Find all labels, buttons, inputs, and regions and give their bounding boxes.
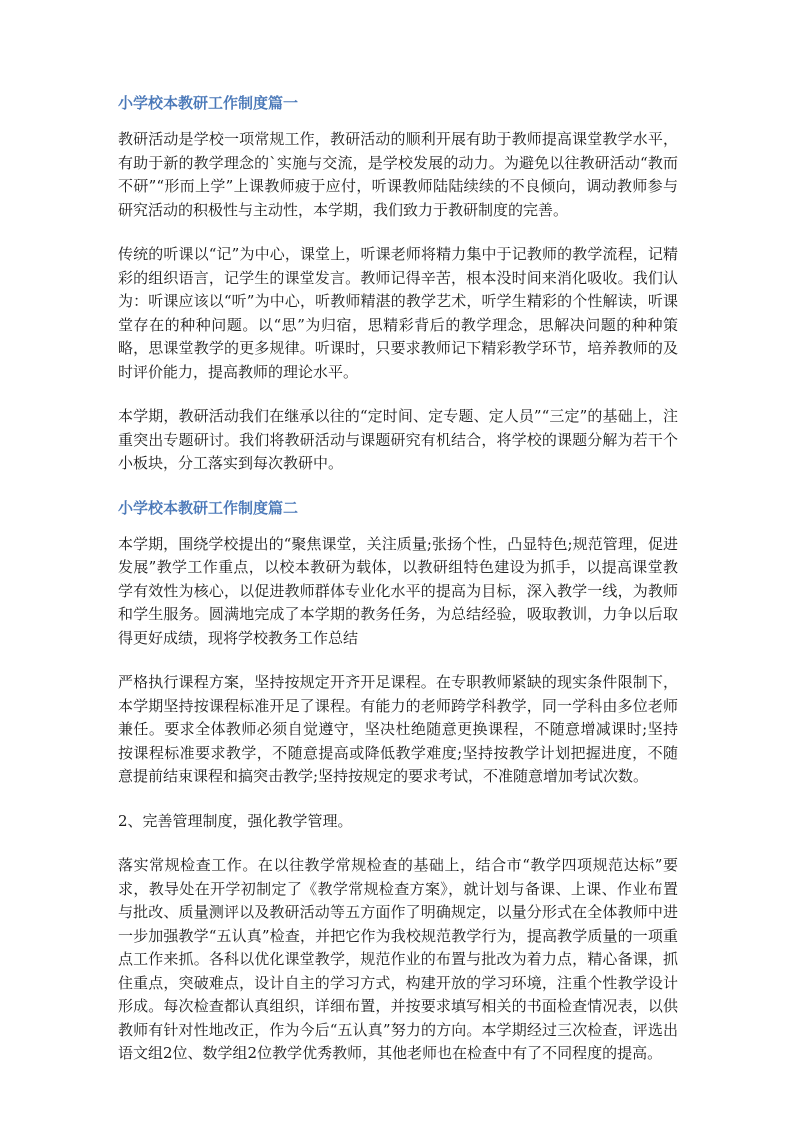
- paragraph-1-3: 本学期，教研活动我们在继承以往的“定时间、定专题、定人员”“三定”的基础上，注重突出专题研讨。我们将教研活动与课题研究有机结合，将学校的课题分解为若干个小板块，分工落实到每次教研中。: [118, 407, 678, 472]
- paragraph-1-2: 传统的听课以“记”为中心，课堂上，听课老师将精力集中于记教师的教学流程，记精彩的组织语言，记学生的课堂发言。教师记得辛苦，根本没时间来消化吸收。我们认为：听课应该以“听”为中心，听教师精湛的教学艺术，听学生精彩的个性解读，听课堂存在的种种问题。以“思”为归宿，思精彩背后的教学理念，思解决问题的种种策略，思课堂教学的更多规律。听课时，只要求教师记下精彩教学环节，培养教师的及时评价能力，提高教师的理论水平。: [118, 245, 678, 381]
- section-heading-1: 小学校本教研工作制度篇一: [118, 94, 299, 112]
- paragraph-2-3: 2、完善管理制度，强化教学管理。: [118, 811, 353, 830]
- section-heading-2: 小学校本教研工作制度篇二: [118, 498, 299, 517]
- document-body: [118, 92, 678, 1087]
- paragraph-2-2: 严格执行课程方案，坚持按规定开齐开足课程。在专职教师紧缺的现实条件限制下，本学期坚持按课程标准开足了课程。有能力的老师跨学科教学，同一学科由多位老师兼任。要求全体教师必须自觉遵守，坚决杜绝随意更换课程，不随意增减课时;坚持按课程标准要求教学，不随意提高或降低教学难度;坚持按教学计划把握进度，不随意提前结束课程和搞突击教学;坚持按规定的要求考试，不准随意增加考试次数。: [118, 673, 678, 785]
- paragraph-1-1: 教研活动是学校一项常规工作，教研活动的顺利开展有助于教师提高课堂教学水平，有助于新的教学理念的`实施与交流，是学校发展的动力。为避免以往教研活动“教而不研”“形而上学”上课教师疲于应付，听课教师陆陆续续的不良倾向，调动教师参与研究活动的积极性与主动性，本学期，我们致力于教研制度的完善。: [118, 130, 678, 219]
- paragraph-2-4: 落实常规检查工作。在以往教学常规检查的基础上，结合市“教学四项规范达标”要求，教导处在开学初制定了《教学常规检查方案》，就计划与备课、上课、作业布置与批改、质量测评以及教研活动等五方面作了明确规定，以量分形式在全体教师中进一步加强教学“五认真”检查，并把它作为我校规范教学行为，提高教学质量的一项重点工作来抓。各科以优化课堂教学，规范作业的布置与批改为着力点，精心备课，抓住重点，突破难点，设计自主的学习方式，构建开放的学习环境，注重个性教学设计形成。每次检查都认真组织，详细布置，并按要求填写相关的书面检查情况表，以供教师有针对性地改正，作为今后“五认真”努力的方向。本学期经过三次检查，评选出语文组2位、数学组2位教学优秀教师，其他老师也在检查中有了不同程度的提高。: [118, 856, 678, 1062]
- paragraph-2-1: 本学期，围绕学校提出的“聚焦课堂，关注质量;张扬个性，凸显特色;规范管理，促进发展”教学工作重点，以校本教研为载体，以教研组特色建设为抓手，以提高课堂教学有效性为核心，以促进教师群体专业化水平的提高为目标，深入教学一线，为教师和学生服务。圆满地完成了本学期的教务任务，为总结经验，吸取教训，力争以后取得更好成绩，现将学校教务工作总结: [118, 534, 678, 647]
